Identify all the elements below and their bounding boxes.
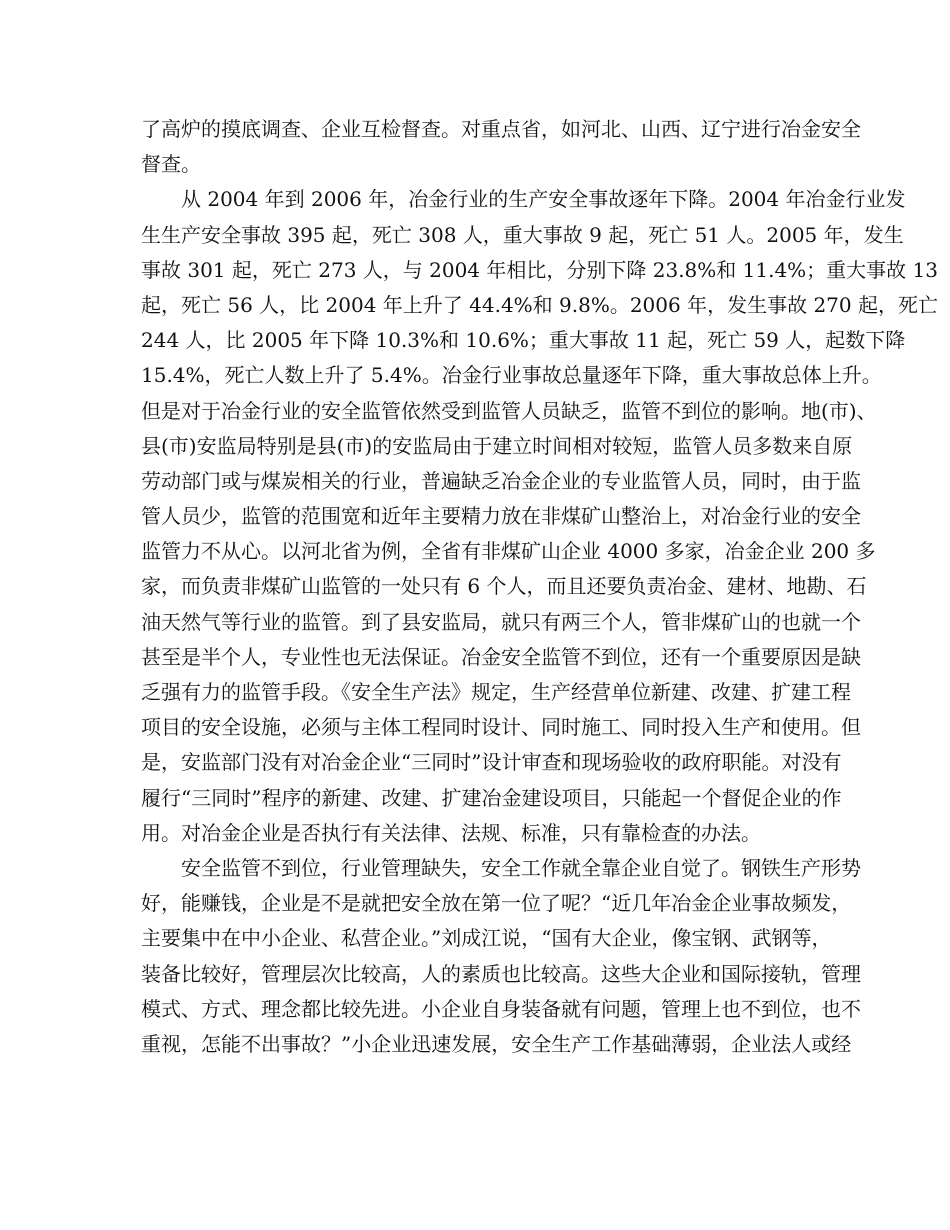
- paragraph-first-line: 安全监管不到位，行业管理缺失，安全工作就全靠企业自觉了。钢铁生产形势: [181, 855, 861, 880]
- text-line: 生生产安全事故 395 起，死亡 308 人，重大事故 9 起，死亡 51 人。2005 年，发生: [141, 222, 904, 247]
- text-line: 项目的安全设施，必须与主体工程同时设计、同时施工、同时投入生产和使用。但: [141, 715, 861, 740]
- paragraph-first-line: 从 2004 年到 2006 年，冶金行业的生产安全事故逐年下降。2004 年冶金行业发: [181, 187, 906, 212]
- body-text: [141, 112, 938, 1062]
- text-line: 监管力不从心。以河北省为例，全省有非煤矿山企业 4000 多家，冶金企业 200 多: [141, 539, 876, 564]
- text-line: 模式、方式、理念都比较先进。小企业自身装备就有问题，管理上也不到位，也不: [141, 996, 861, 1021]
- text-line: 15.4%，死亡人数上升了 5.4%。冶金行业事故总量逐年下降，重大事故总体上升。: [141, 363, 882, 388]
- text-line: 了高炉的摸底调查、企业互检督查。对重点省，如河北、山西、辽宁进行冶金安全: [141, 117, 861, 141]
- text-line: 起，死亡 56 人，比 2004 年上升了 44.4%和 9.8%。2006 年，发生事故 270 起，死亡: [141, 292, 938, 317]
- text-line: 主要集中在中小企业、私营企业。”刘成江说，“国有大企业，像宝钢、武钢等，: [141, 926, 832, 951]
- text-line: 履行“三同时”程序的新建、改建、扩建冶金建设项目，只能起一个督促企业的作: [141, 785, 842, 810]
- text-line: 油天然气等行业的监管。到了县安监局，就只有两三个人，管非煤矿山的也就一个: [141, 609, 861, 634]
- text-line: 劳动部门或与煤炭相关的行业，普遍缺乏冶金企业的专业监管人员，同时，由于监: [141, 468, 861, 493]
- text-line: 好，能赚钱，企业是不是就把安全放在第一位了呢？“近几年冶金企业事故频发，: [141, 891, 852, 916]
- text-line: 督查。: [141, 152, 201, 177]
- text-line: 装备比较好，管理层次比较高，人的素质也比较高。这些大企业和国际接轨，管理: [141, 961, 861, 986]
- text-line: 用。对冶金企业是否执行有关法律、法规、标准，只有靠检查的办法。: [141, 820, 761, 845]
- text-line: 甚至是半个人，专业性也无法保证。冶金安全监管不到位，还有一个重要原因是缺: [141, 644, 861, 669]
- text-line: 是，安监部门没有对冶金企业“三同时”设计审查和现场验收的政府职能。对没有: [141, 750, 842, 775]
- text-line: 244 人，比 2005 年下降 10.3%和 10.6%；重大事故 11 起，死亡 59 人，起数下降: [141, 328, 906, 353]
- text-line: 事故 301 起，死亡 273 人，与 2004 年相比，分别下降 23.8%和 11.4%；重大事故 13: [141, 257, 938, 282]
- text-line: 家，而负责非煤矿山监管的一处只有 6 个人，而且还要负责冶金、建材、地勘、石: [141, 574, 867, 599]
- text-line: 但是对于冶金行业的安全监管依然受到监管人员缺乏，监管不到位的影响。地(市)、: [141, 398, 877, 423]
- text-line: 乏强有力的监管手段。《安全生产法》规定，生产经营单位新建、改建、扩建工程: [141, 680, 851, 704]
- text-line: 管人员少，监管的范围宽和近年主要精力放在非煤矿山整治上，对冶金行业的安全: [141, 504, 861, 529]
- text-line: 重视，怎能不出事故？”小企业迅速发展，安全生产工作基础薄弱，企业法人或经: [141, 1031, 852, 1056]
- text-line: 县(市)安监局特别是县(市)的安监局由于建立时间相对较短，监管人员多数来自原: [141, 433, 853, 458]
